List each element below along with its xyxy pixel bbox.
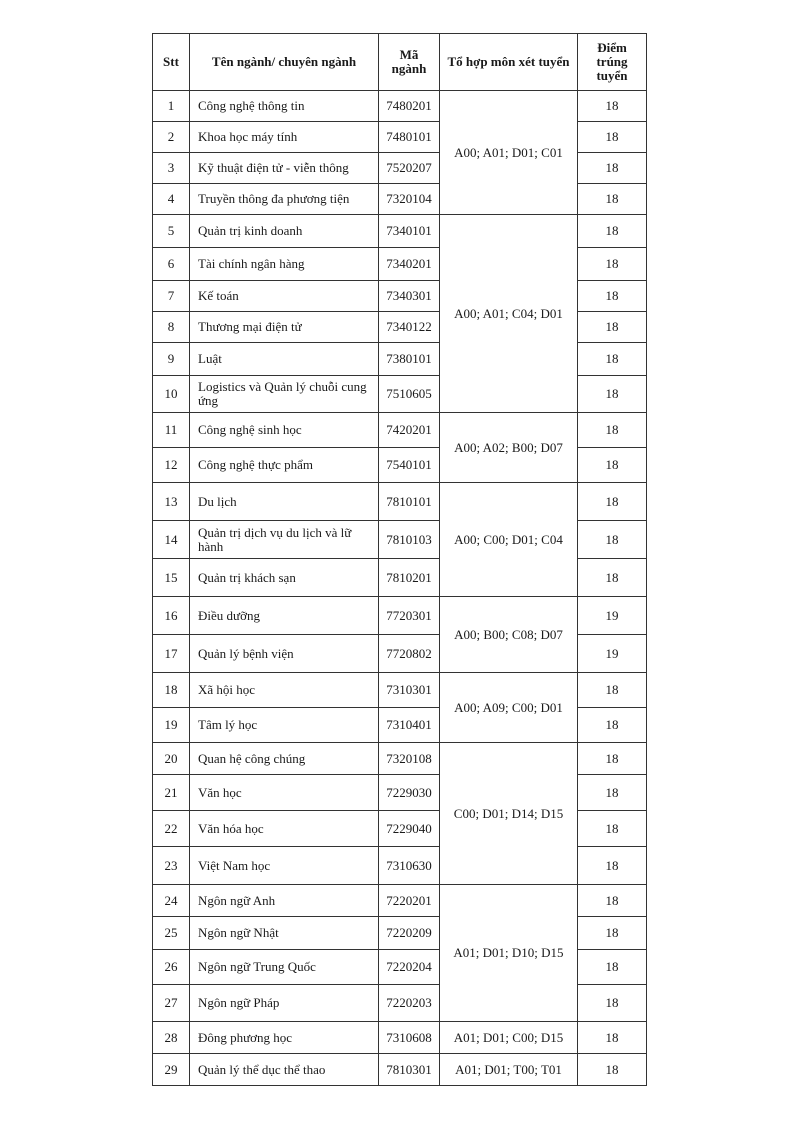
row-stt: 14 xyxy=(153,521,190,559)
row-stt: 16 xyxy=(153,597,190,635)
row-code: 7420201 xyxy=(379,413,440,448)
row-code: 7810103 xyxy=(379,521,440,559)
row-name: Công nghệ thông tin xyxy=(190,91,379,122)
row-name: Công nghệ sinh học xyxy=(190,413,379,448)
row-name: Kỹ thuật điện tử - viễn thông xyxy=(190,153,379,184)
table-row xyxy=(153,1022,647,1054)
table-body xyxy=(153,91,647,1086)
row-name: Quan hệ công chúng xyxy=(190,743,379,775)
header-name: Tên ngành/ chuyên ngành xyxy=(190,34,379,91)
table-row xyxy=(153,1054,647,1086)
row-combination: A00; A02; B00; D07 xyxy=(440,413,578,483)
row-stt: 21 xyxy=(153,775,190,811)
row-code: 7310401 xyxy=(379,708,440,743)
header-code: Mã ngành xyxy=(379,34,440,91)
row-combination: A01; D01; T00; T01 xyxy=(440,1054,578,1086)
row-combination: C00; D01; D14; D15 xyxy=(440,743,578,885)
row-code: 7810101 xyxy=(379,483,440,521)
row-name: Quản trị khách sạn xyxy=(190,559,379,597)
row-score: 18 xyxy=(578,413,647,448)
row-stt: 13 xyxy=(153,483,190,521)
row-score: 18 xyxy=(578,775,647,811)
row-name: Văn học xyxy=(190,775,379,811)
row-code: 7220203 xyxy=(379,985,440,1022)
row-score: 18 xyxy=(578,521,647,559)
row-stt: 5 xyxy=(153,215,190,248)
row-name: Kế toán xyxy=(190,281,379,312)
table-header-row xyxy=(153,34,647,91)
row-code: 7720301 xyxy=(379,597,440,635)
row-combination: A01; D01; C00; D15 xyxy=(440,1022,578,1054)
row-name: Tài chính ngân hàng xyxy=(190,248,379,281)
row-code: 7520207 xyxy=(379,153,440,184)
row-stt: 3 xyxy=(153,153,190,184)
row-combination: A00; A01; C04; D01 xyxy=(440,215,578,413)
header-combo: Tổ hợp môn xét tuyển xyxy=(440,34,578,91)
row-score: 18 xyxy=(578,917,647,950)
row-code: 7310608 xyxy=(379,1022,440,1054)
row-stt: 11 xyxy=(153,413,190,448)
row-score: 18 xyxy=(578,153,647,184)
table-row xyxy=(153,743,647,775)
row-combination: A00; A01; D01; C01 xyxy=(440,91,578,215)
row-code: 7229040 xyxy=(379,811,440,847)
admission-score-table xyxy=(152,33,647,1086)
row-stt: 4 xyxy=(153,184,190,215)
row-score: 18 xyxy=(578,743,647,775)
row-code: 7510605 xyxy=(379,376,440,413)
row-name: Việt Nam học xyxy=(190,847,379,885)
row-score: 18 xyxy=(578,1022,647,1054)
row-score: 18 xyxy=(578,950,647,985)
row-name: Công nghệ thực phẩm xyxy=(190,448,379,483)
table-row xyxy=(153,885,647,917)
row-score: 18 xyxy=(578,708,647,743)
row-combination: A00; B00; C08; D07 xyxy=(440,597,578,673)
table-row xyxy=(153,91,647,122)
row-stt: 25 xyxy=(153,917,190,950)
row-stt: 9 xyxy=(153,343,190,376)
row-name: Ngôn ngữ Pháp xyxy=(190,985,379,1022)
row-name: Đông phương học xyxy=(190,1022,379,1054)
header-score: Điểm trúng tuyển xyxy=(578,34,647,91)
row-name: Xã hội học xyxy=(190,673,379,708)
row-stt: 15 xyxy=(153,559,190,597)
row-stt: 27 xyxy=(153,985,190,1022)
row-stt: 10 xyxy=(153,376,190,413)
row-score: 18 xyxy=(578,559,647,597)
row-code: 7310301 xyxy=(379,673,440,708)
row-name: Ngôn ngữ Nhật xyxy=(190,917,379,950)
row-score: 18 xyxy=(578,215,647,248)
table-row xyxy=(153,413,647,448)
row-name: Ngôn ngữ Anh xyxy=(190,885,379,917)
row-score: 19 xyxy=(578,597,647,635)
row-code: 7810201 xyxy=(379,559,440,597)
row-name: Điều dưỡng xyxy=(190,597,379,635)
row-score: 18 xyxy=(578,673,647,708)
row-score: 18 xyxy=(578,448,647,483)
row-score: 18 xyxy=(578,483,647,521)
row-code: 7540101 xyxy=(379,448,440,483)
row-stt: 19 xyxy=(153,708,190,743)
row-name: Ngôn ngữ Trung Quốc xyxy=(190,950,379,985)
row-name: Logistics và Quản lý chuỗi cung ứng xyxy=(190,376,379,413)
row-score: 18 xyxy=(578,885,647,917)
row-name: Thương mại điện tử xyxy=(190,312,379,343)
row-score: 18 xyxy=(578,91,647,122)
row-name: Khoa học máy tính xyxy=(190,122,379,153)
table-row xyxy=(153,215,647,248)
row-stt: 26 xyxy=(153,950,190,985)
row-score: 18 xyxy=(578,343,647,376)
row-score: 18 xyxy=(578,184,647,215)
row-stt: 2 xyxy=(153,122,190,153)
row-code: 7340122 xyxy=(379,312,440,343)
row-code: 7340301 xyxy=(379,281,440,312)
row-name: Văn hóa học xyxy=(190,811,379,847)
row-stt: 22 xyxy=(153,811,190,847)
row-score: 18 xyxy=(578,122,647,153)
table-row xyxy=(153,483,647,521)
header-stt: Stt xyxy=(153,34,190,91)
row-code: 7310630 xyxy=(379,847,440,885)
row-score: 18 xyxy=(578,376,647,413)
row-code: 7340101 xyxy=(379,215,440,248)
row-code: 7229030 xyxy=(379,775,440,811)
row-stt: 23 xyxy=(153,847,190,885)
row-name: Quản lý thể dục thể thao xyxy=(190,1054,379,1086)
row-name: Du lịch xyxy=(190,483,379,521)
row-name: Quản lý bệnh viện xyxy=(190,635,379,673)
row-stt: 17 xyxy=(153,635,190,673)
row-code: 7480101 xyxy=(379,122,440,153)
row-stt: 28 xyxy=(153,1022,190,1054)
row-code: 7380101 xyxy=(379,343,440,376)
row-code: 7220201 xyxy=(379,885,440,917)
row-score: 18 xyxy=(578,312,647,343)
row-score: 18 xyxy=(578,811,647,847)
table-row xyxy=(153,597,647,635)
row-score: 19 xyxy=(578,635,647,673)
row-score: 18 xyxy=(578,985,647,1022)
row-score: 18 xyxy=(578,248,647,281)
row-stt: 8 xyxy=(153,312,190,343)
row-code: 7810301 xyxy=(379,1054,440,1086)
row-stt: 18 xyxy=(153,673,190,708)
row-code: 7720802 xyxy=(379,635,440,673)
row-code: 7220204 xyxy=(379,950,440,985)
row-stt: 29 xyxy=(153,1054,190,1086)
row-score: 18 xyxy=(578,847,647,885)
row-code: 7320108 xyxy=(379,743,440,775)
row-stt: 24 xyxy=(153,885,190,917)
row-code: 7220209 xyxy=(379,917,440,950)
row-code: 7340201 xyxy=(379,248,440,281)
row-name: Quản trị dịch vụ du lịch và lữ hành xyxy=(190,521,379,559)
table-row xyxy=(153,673,647,708)
row-score: 18 xyxy=(578,281,647,312)
row-name: Quản trị kinh doanh xyxy=(190,215,379,248)
row-code: 7320104 xyxy=(379,184,440,215)
row-combination: A00; A09; C00; D01 xyxy=(440,673,578,743)
row-name: Truyền thông đa phương tiện xyxy=(190,184,379,215)
row-name: Luật xyxy=(190,343,379,376)
row-stt: 1 xyxy=(153,91,190,122)
row-stt: 6 xyxy=(153,248,190,281)
row-stt: 7 xyxy=(153,281,190,312)
row-code: 7480201 xyxy=(379,91,440,122)
row-combination: A01; D01; D10; D15 xyxy=(440,885,578,1022)
row-combination: A00; C00; D01; C04 xyxy=(440,483,578,597)
row-name: Tâm lý học xyxy=(190,708,379,743)
row-stt: 20 xyxy=(153,743,190,775)
row-score: 18 xyxy=(578,1054,647,1086)
row-stt: 12 xyxy=(153,448,190,483)
